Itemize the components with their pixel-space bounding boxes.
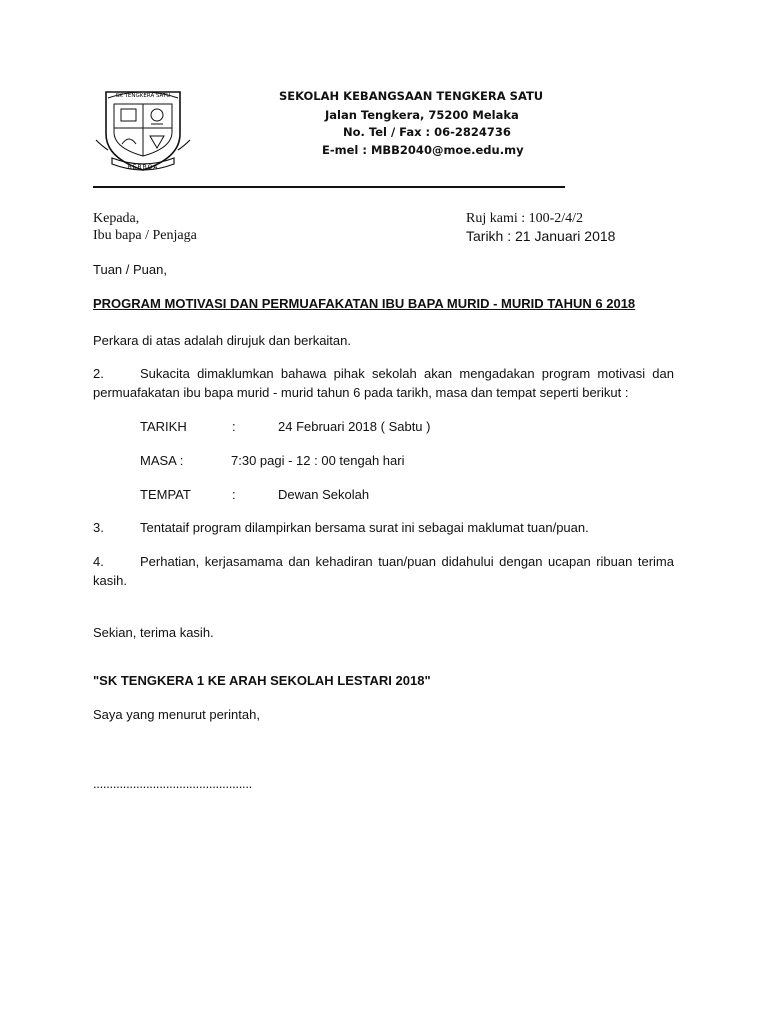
tarikh-colon: : (232, 419, 236, 434)
masa-label: MASA : (140, 453, 184, 468)
masa-value: 7:30 pagi - 12 : 00 tengah hari (231, 453, 405, 468)
salutation: Tuan / Puan, (93, 262, 167, 277)
recipient-greeting: Kepada, (93, 211, 140, 226)
crest-motto-text: BERBOA (127, 164, 159, 171)
closing-line: Sekian, terima kasih. (93, 625, 214, 640)
tempat-value: Dewan Sekolah (278, 487, 370, 502)
intro-paragraph: Perkara di atas adalah dirujuk dan berkaitan. (93, 333, 351, 348)
paragraph-2-number: 2. (93, 366, 104, 381)
paragraph-4-line-2: kasih. (93, 573, 127, 588)
paragraph-4-line-1: Perhatian, kerjasamama dan kehadiran tuan/puan didahului dengan ucapan ribuan terima (140, 554, 674, 569)
crest-top-text: SK TENGKERA SATU (115, 93, 171, 99)
school-email: E-mel : MBB2040@moe.edu.my (322, 143, 524, 157)
sign-off: Saya yang menurut perintah, (93, 707, 260, 722)
school-phone: No. Tel / Fax : 06-2824736 (343, 125, 511, 139)
tempat-colon: : (232, 487, 236, 502)
school-address: Jalan Tengkera, 75200 Melaka (325, 108, 519, 122)
school-name: SEKOLAH KEBANGSAAN TENGKERA SATU (279, 89, 544, 103)
paragraph-3-number: 3. (93, 520, 104, 535)
tempat-label: TEMPAT (140, 487, 191, 502)
tarikh-label: TARIKH (140, 419, 187, 434)
paragraph-2-line-2: permuafakatan ibu bapa murid - murid tahun 6 pada tarikh, masa dan tempat seperti berikut : (93, 385, 629, 400)
recipient-addressee: Ibu bapa / Penjaga (93, 228, 197, 243)
paragraph-2-line-1: Sukacita dimaklumkan bahawa pihak sekolah akan mengadakan program motivasi dan (140, 366, 674, 381)
letter-date: Tarikh : 21 Januari 2018 (466, 228, 616, 244)
letterhead-divider (93, 186, 565, 188)
tarikh-value: 24 Februari 2018 ( Sabtu ) (278, 419, 431, 434)
reference-number: Ruj kami : 100-2/4/2 (466, 211, 584, 226)
paragraph-4-number: 4. (93, 554, 104, 569)
letter-subject: PROGRAM MOTIVASI DAN PERMUAFAKATAN IBU BAPA MURID - MURID TAHUN 6 2018 (93, 296, 636, 311)
paragraph-3-text: Tentataif program dilampirkan bersama surat ini sebagai maklumat tuan/puan. (140, 520, 589, 535)
school-crest-logo (94, 84, 192, 176)
school-slogan: "SK TENGKERA 1 KE ARAH SEKOLAH LESTARI 2018" (93, 673, 431, 688)
signature-line: ................................................ (93, 776, 252, 791)
